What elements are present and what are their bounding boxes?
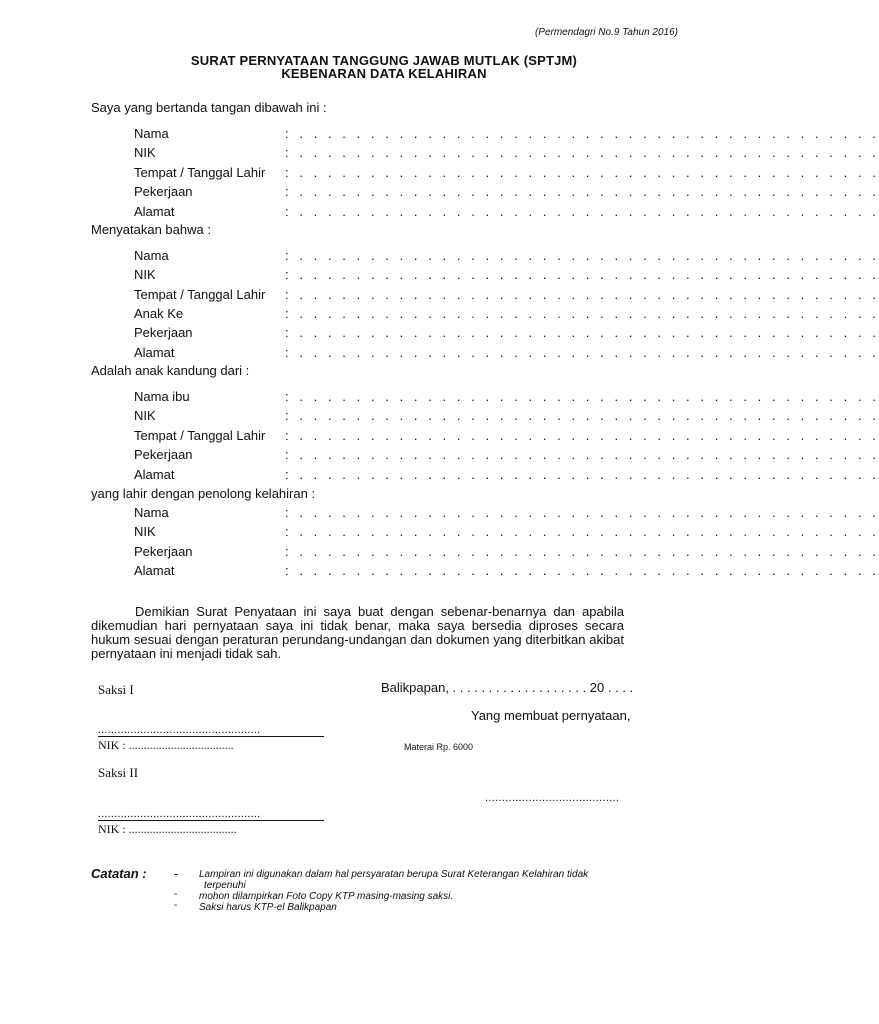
child-nik-label: NIK	[134, 267, 156, 282]
declarant-name-label: Nama	[134, 126, 169, 141]
document-title: SURAT PERNYATAAN TANGGUNG JAWAB MUTLAK (SPTJM)	[190, 53, 578, 68]
note-item-1: Lampiran ini digunakan dalam hal persyaratan berupa Surat Keterangan Kelahiran tidak	[199, 869, 589, 880]
place-date-line[interactable]: Balikpapan, . . . . . . . . . . . . . . . . . . . 20 . . . .	[381, 680, 634, 695]
declarant-name-field[interactable]: : . . . . . . . . . . . . . . . . . . . . . . . . . . . . . . . . . . . . . . . . .	[285, 126, 879, 141]
maker-label: Yang membuat pernyataan,	[471, 708, 631, 723]
mother-job-label: Pekerjaan	[134, 447, 193, 462]
child-name-label: Nama	[134, 248, 169, 263]
child-name-field[interactable]: : . . . . . . . . . . . . . . . . . . . . . . . . . . . . . . . . . . . . . . . . .	[285, 248, 879, 263]
mother-nik-field[interactable]: : . . . . . . . . . . . . . . . . . . . . . . . . . . . . . . . . . . . . . . . . .	[285, 408, 879, 423]
helper-nik-field[interactable]: : . . . . . . . . . . . . . . . . . . . . . . . . . . . . . . . . . . . . . . . . .	[285, 524, 879, 539]
child-address-field[interactable]: : . . . . . . . . . . . . . . . . . . . . . . . . . . . . . . . . . . . . . . . . .	[285, 345, 879, 360]
declarant-job-field[interactable]: : . . . . . . . . . . . . . . . . . . . . . . . . . . . . . . . . . . . . . . . . .	[285, 184, 879, 199]
mother-job-field[interactable]: : . . . . . . . . . . . . . . . . . . . . . . . . . . . . . . . . . . . . . . . . .	[285, 447, 879, 462]
note-dash: -	[174, 866, 179, 881]
note-item-3: Saksi harus KTP-el Balikpapan	[199, 902, 337, 913]
note-item-1-cont: terpenuhi	[204, 880, 246, 891]
helper-address-label: Alamat	[134, 563, 175, 578]
child-address-label: Alamat	[134, 345, 175, 360]
helper-name-field[interactable]: : . . . . . . . . . . . . . . . . . . . . . . . . . . . . . . . . . . . . . . . . .	[285, 505, 879, 520]
mother-address-label: Alamat	[134, 467, 175, 482]
helper-name-label: Nama	[134, 505, 169, 520]
closing-paragraph	[91, 605, 624, 661]
child-birth-label: Tempat / Tanggal Lahir	[134, 287, 266, 302]
witness2-label: Saksi II	[98, 765, 139, 780]
notes-label: Catatan :	[91, 866, 147, 881]
mother-nik-label: NIK	[134, 408, 156, 423]
document-subtitle: KEBENARAN DATA KELAHIRAN	[281, 66, 487, 81]
declarant-address-label: Alamat	[134, 204, 175, 219]
regulation-reference: (Permendagri No.9 Tahun 2016)	[534, 27, 678, 38]
mother-intro: Adalah anak kandung dari :	[91, 363, 250, 378]
witness1-nik[interactable]: NIK : ...................................	[98, 738, 234, 752]
child-intro: Menyatakan bahwa :	[91, 222, 211, 237]
helper-job-field[interactable]: : . . . . . . . . . . . . . . . . . . . . . . . . . . . . . . . . . . . . . . . . .	[285, 544, 879, 559]
note-item-2: mohon dilampirkan Foto Copy KTP masing-masing saksi.	[199, 891, 454, 902]
child-job-label: Pekerjaan	[134, 325, 193, 340]
declarant-nik-label: NIK	[134, 145, 156, 160]
mother-name-field[interactable]: : . . . . . . . . . . . . . . . . . . . . . . . . . . . . . . . . . . . . . . . . .	[285, 389, 879, 404]
declarant-birth-label: Tempat / Tanggal Lahir	[134, 165, 266, 180]
declarant-birth-field[interactable]: : . . . . . . . . . . . . . . . . . . . . . . . . . . . . . . . . . . . . . . . . .	[285, 165, 879, 180]
witness1-label: Saksi I	[98, 682, 134, 697]
maker-signature-line[interactable]: ........................................	[485, 792, 620, 804]
note-dash: -	[174, 900, 178, 911]
mother-birth-label: Tempat / Tanggal Lahir	[134, 428, 266, 443]
witness2-nik[interactable]: NIK : ....................................	[98, 822, 237, 836]
closing-paragraph-text: Demikian Surat Penyataan ini saya buat dengan sebenar-benarnya dan apabila dikemudian hari pernyataan saya ini tidak benar, maka saya bersedia diproses secara hukum sesuai dengan peraturan perundang-undangan dan dokumen yang diterbitkan akibat pernyataan ini menjadi tidak sah.	[91, 604, 624, 661]
note-dash: -	[174, 889, 178, 900]
declarant-nik-field[interactable]: : . . . . . . . . . . . . . . . . . . . . . . . . . . . . . . . . . . . . . . . . .	[285, 145, 879, 160]
declarant-job-label: Pekerjaan	[134, 184, 193, 199]
child-birth-field[interactable]: : . . . . . . . . . . . . . . . . . . . . . . . . . . . . . . . . . . . . . . . . .	[285, 287, 879, 302]
declarant-intro: Saya yang bertanda tangan dibawah ini :	[91, 100, 327, 115]
mother-address-field[interactable]: : . . . . . . . . . . . . . . . . . . . . . . . . . . . . . . . . . . . . . . . . .	[285, 467, 879, 482]
mother-name-label: Nama ibu	[134, 389, 190, 404]
helper-intro: yang lahir dengan penolong kelahiran :	[91, 486, 316, 501]
child-order-label: Anak Ke	[134, 306, 184, 321]
child-order-field[interactable]: : . . . . . . . . . . . . . . . . . . . . . . . . . . . . . . . . . . . . . . . . .	[285, 306, 879, 321]
helper-nik-label: NIK	[134, 524, 156, 539]
helper-job-label: Pekerjaan	[134, 544, 193, 559]
declarant-address-field[interactable]: : . . . . . . . . . . . . . . . . . . . . . . . . . . . . . . . . . . . . . . . . .	[285, 204, 879, 219]
helper-address-field[interactable]: : . . . . . . . . . . . . . . . . . . . . . . . . . . . . . . . . . . . . . . . . .	[285, 563, 879, 578]
witness2-signature-line[interactable]: ..................................................	[98, 810, 324, 821]
child-job-field[interactable]: : . . . . . . . . . . . . . . . . . . . . . . . . . . . . . . . . . . . . . . . . .	[285, 325, 879, 340]
child-nik-field[interactable]: : . . . . . . . . . . . . . . . . . . . . . . . . . . . . . . . . . . . . . . . . .	[285, 267, 879, 282]
mother-birth-field[interactable]: : . . . . . . . . . . . . . . . . . . . . . . . . . . . . . . . . . . . . . . . . .	[285, 428, 879, 443]
materai-stamp-label: Materai Rp. 6000	[404, 742, 474, 752]
witness1-signature-line[interactable]: ..................................................	[98, 726, 324, 737]
